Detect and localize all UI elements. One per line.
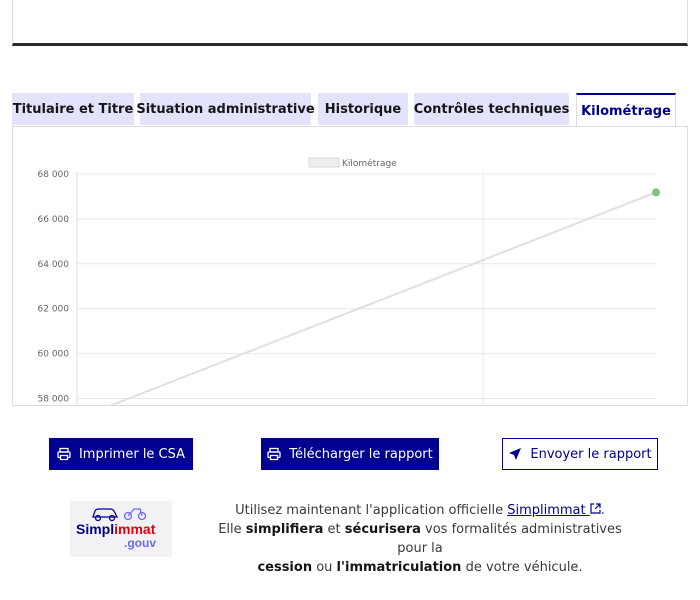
external-link-icon [590,503,601,514]
send-arrow-icon [508,447,522,461]
simplimmat-logo [70,501,172,557]
send-report-label: Envoyer le rapport [530,446,652,462]
mileage-chart [13,127,688,406]
send-report-button[interactable] [502,438,658,470]
y-tick-label: 64 000 [37,259,69,270]
car-icon [90,504,150,522]
legend-swatch [309,158,339,167]
simplimmat-link[interactable]: Simplimmat [507,503,601,518]
tab-titulaire[interactable] [12,93,134,125]
download-report-label: Télécharger le rapport [289,446,433,462]
tab-kilometrage[interactable] [576,93,676,127]
print-csa-label: Imprimer le CSA [78,446,186,462]
series-line-kilometrage [63,192,656,406]
tab-historique[interactable] [318,93,408,125]
tab-label: Situation administrative [136,101,315,117]
tab-label: Historique [324,101,402,117]
logo-text: Simplimmat [76,521,156,537]
tab-label: Kilométrage [581,103,671,119]
data-point [652,188,660,196]
logo-suffix: .gouv [124,536,156,550]
download-report-button[interactable] [261,438,439,470]
mileage-chart-panel [12,126,688,406]
promo-line-2: Elle simplifiera et sécurisera vos formalités administratives pour la [218,522,622,556]
y-tick-label: 66 000 [37,214,69,225]
promo-line-1: Utilisez maintenant l'application officielle Simplimmat . [235,503,605,518]
printer-icon [267,447,281,461]
legend-label: Kilométrage [342,159,397,169]
tab-label: Contrôles techniques [413,101,570,117]
promo-line-3: cession ou l'immatriculation de votre véhicule. [257,560,583,575]
printer-icon [57,447,71,461]
y-tick-label: 60 000 [37,349,69,360]
tab-label: Titulaire et Titre [12,101,134,117]
y-tick-label: 68 000 [37,170,69,180]
print-csa-button[interactable] [49,438,193,470]
simplimmat-promo [205,501,635,577]
tab-situation-administrative[interactable] [136,93,315,125]
y-tick-label: 58 000 [37,394,69,405]
top-panel [12,0,688,46]
y-tick-label: 62 000 [37,304,69,315]
tab-controles-techniques[interactable] [414,93,569,125]
